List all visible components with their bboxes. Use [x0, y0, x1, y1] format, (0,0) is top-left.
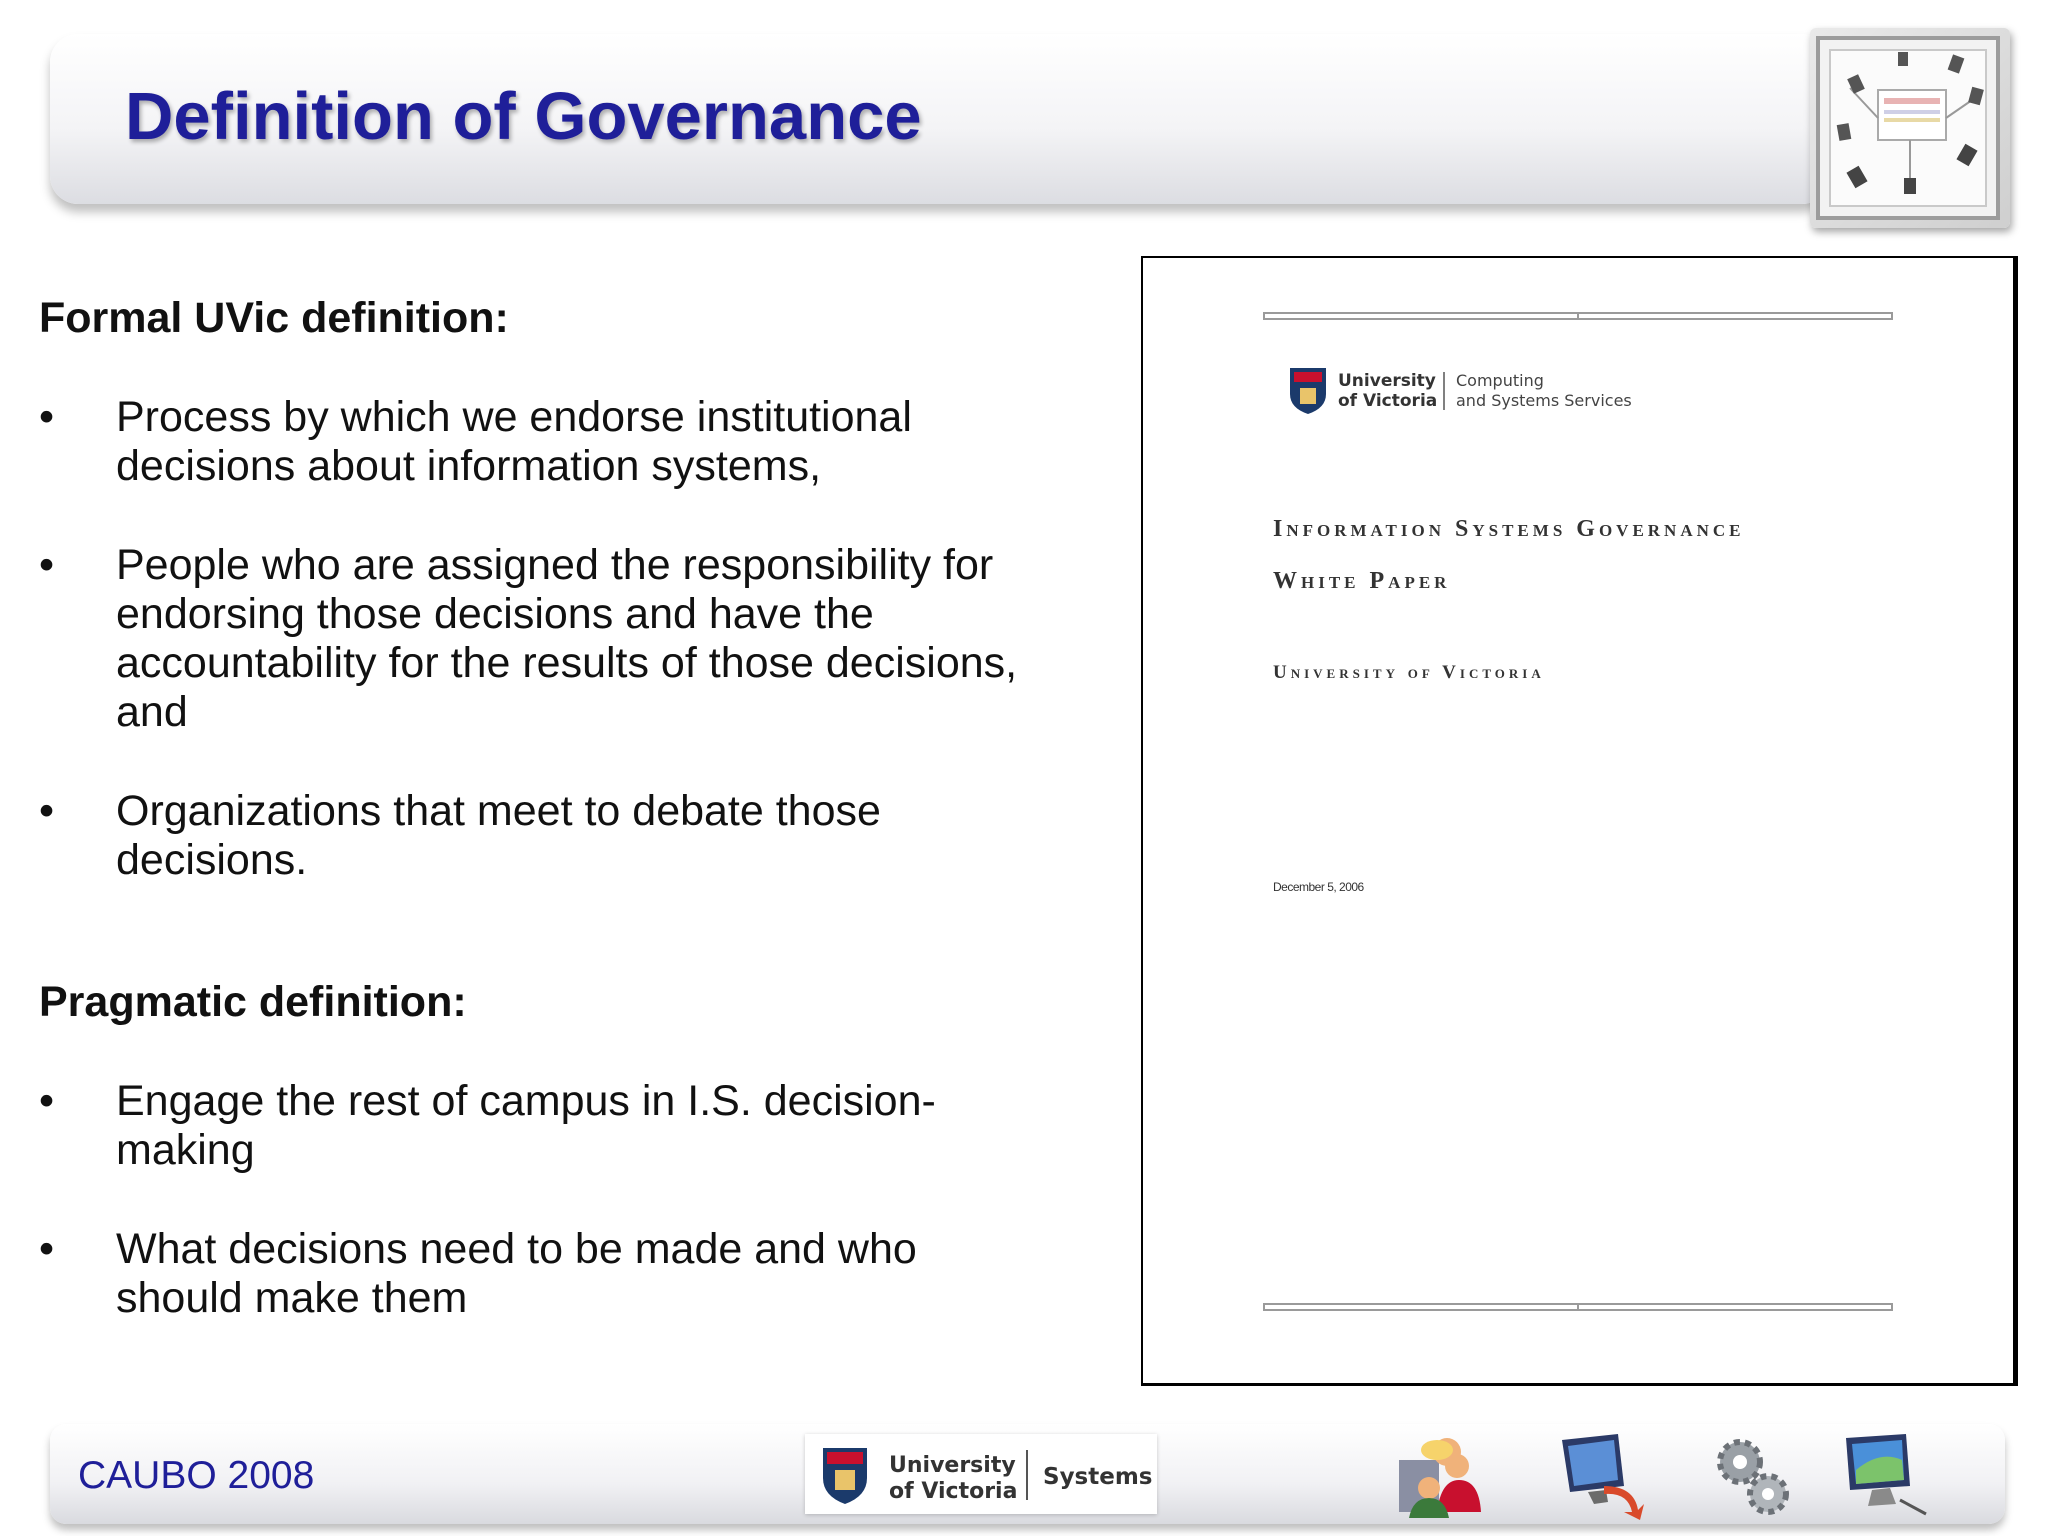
footer-logo-dept: Systems: [1043, 1464, 1153, 1490]
bullet-marker: •: [39, 541, 55, 589]
footer-crest-book: [835, 1470, 855, 1490]
footer-logo-graphic: [805, 1434, 1157, 1514]
formal-definition-heading: Formal UVic definition:: [39, 294, 509, 342]
network-monitor-icon[interactable]: [1840, 1430, 1930, 1520]
bullet-marker: •: [39, 1225, 55, 1273]
gears-icon[interactable]: [1708, 1430, 1798, 1520]
bullet-marker: •: [39, 1077, 55, 1125]
crest-band: [1294, 372, 1322, 382]
bulletin-board-icon: [1810, 28, 2010, 228]
monitor-icon[interactable]: [1558, 1430, 1648, 1520]
doc-title: Information Systems Governance: [1273, 516, 1745, 542]
list-item: [39, 541, 1099, 737]
bullet-marker: •: [39, 787, 55, 835]
logo-dept1: Computing: [1456, 371, 1544, 390]
bulletin-board-graphic: [1810, 28, 2010, 228]
logo-dept2: and Systems Services: [1456, 391, 1632, 410]
doc-date: December 5, 2006: [1273, 880, 1364, 894]
footer-logo-line1: University: [889, 1453, 1016, 1478]
footer-conference-label: CAUBO 2008: [78, 1454, 315, 1497]
list-item: [39, 1077, 1019, 1175]
bullet-text: People who are assigned the responsibility for endorsing those decisions and have the accountability for the results of those decisions, and: [116, 541, 1018, 736]
footer-logo-line2: of Victoria: [889, 1479, 1018, 1504]
bullet-marker: •: [39, 393, 55, 441]
slide-title: Definition of Governance: [125, 79, 922, 154]
top-rule: [1263, 312, 1893, 320]
white-paper-cover-image: [1141, 256, 2018, 1386]
pragmatic-definition-heading: Pragmatic definition:: [39, 978, 467, 1026]
list-item: [39, 1225, 999, 1323]
bullet-text: Organizations that meet to debate those decisions.: [116, 787, 881, 884]
people-icon[interactable]: [1395, 1430, 1485, 1520]
logo-line1: University: [1338, 371, 1436, 391]
footer-crest-band: [827, 1452, 863, 1464]
uvic-logo: [1286, 364, 1646, 418]
bottom-rule: [1263, 1303, 1893, 1311]
list-item: [39, 787, 939, 885]
footer-uvic-logo: [805, 1434, 1157, 1514]
bullet-text: What decisions need to be made and who should make them: [116, 1225, 917, 1322]
list-item: [39, 393, 1099, 491]
logo-line2: of Victoria: [1338, 391, 1438, 411]
bullet-text: Process by which we endorse institutional decisions about information systems,: [116, 393, 912, 490]
doc-subtitle: White Paper: [1273, 568, 1451, 594]
doc-institution: University of Victoria: [1273, 662, 1545, 683]
bullet-text: Engage the rest of campus in I.S. decision-making: [116, 1077, 936, 1174]
crest-book: [1300, 388, 1316, 404]
